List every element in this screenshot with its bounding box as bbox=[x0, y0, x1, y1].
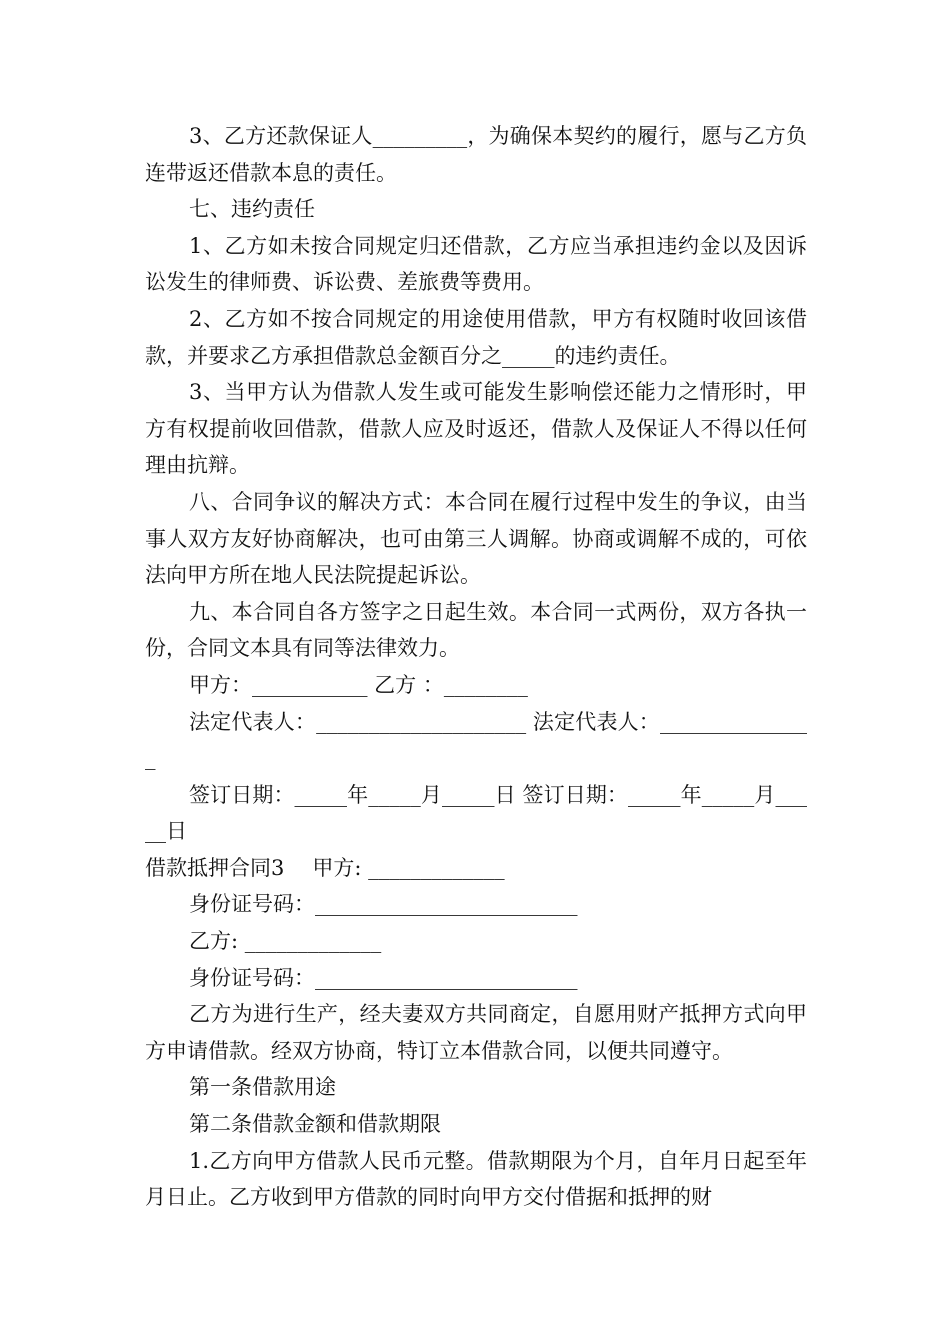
section3-header-line bbox=[145, 850, 807, 887]
party-a-id-number: 身份证号码：_________________________ bbox=[189, 892, 578, 917]
signature-representatives: 法定代表人：____________________ 法定代表人：_______________ bbox=[145, 709, 807, 771]
section3-title: 借款抵押合同3 bbox=[145, 855, 285, 880]
clause-dispute-resolution: 八、合同争议的解决方式：本合同在履行过程中发生的争议，由当事人双方友好协商解决，也可由第三人调解。协商或调解不成的，可依法向甲方所在地人民法院提起诉讼。 bbox=[145, 489, 807, 588]
clause-breach-2: 2、乙方如不按合同规定的用途使用借款，甲方有权随时收回该借款，并要求乙方承担借款总金额百分之_____的违约责任。 bbox=[145, 306, 807, 368]
party-b-line: 乙方: _____________ bbox=[189, 929, 382, 954]
article-1-heading: 第一条借款用途 bbox=[189, 1075, 336, 1100]
document-body bbox=[145, 118, 807, 1216]
clause-guarantor: 3、乙方还款保证人_________，为确保本契约的履行，愿与乙方负连带返还借款本息的责任。 bbox=[145, 124, 807, 185]
clause-effectiveness: 九、本合同自各方签字之日起生效。本合同一式两份，双方各执一份，合同文本具有同等法律效力。 bbox=[145, 599, 807, 661]
signature-parties: 甲方：___________ 乙方 ：________ bbox=[189, 672, 528, 697]
article-2-heading: 第二条借款金额和借款期限 bbox=[189, 1112, 441, 1137]
clause-breach-3: 3、当甲方认为借款人发生或可能发生影响偿还能力之情形时，甲方有权提前收回借款，借款人应及时返还，借款人及保证人不得以任何理由抗辩。 bbox=[145, 380, 807, 478]
clause-breach-1: 1、乙方如未按合同规定归还借款，乙方应当承担违约金以及因诉讼发生的律师费、诉讼费、差旅费等费用。 bbox=[145, 233, 807, 295]
section3-party-a: 甲方: _____________ bbox=[312, 855, 505, 880]
section3-preamble: 乙方为进行生产，经夫妻双方共同商定，自愿用财产抵押方式向甲方申请借款。经双方协商，特订立本借款合同，以便共同遵守。 bbox=[145, 1002, 807, 1063]
heading-breach-liability: 七、违约责任 bbox=[189, 197, 315, 222]
party-b-id-number: 身份证号码：_________________________ bbox=[189, 965, 578, 990]
signature-dates: 签订日期：_____年_____月_____日 签订日期：_____年_____月_____日 bbox=[145, 782, 807, 844]
article-2-clause-1: 1.乙方向甲方借款人民币元整。借款期限为个月，自年月日起至年月日止。乙方收到甲方借款的同时向甲方交付借据和抵押的财 bbox=[145, 1148, 807, 1210]
